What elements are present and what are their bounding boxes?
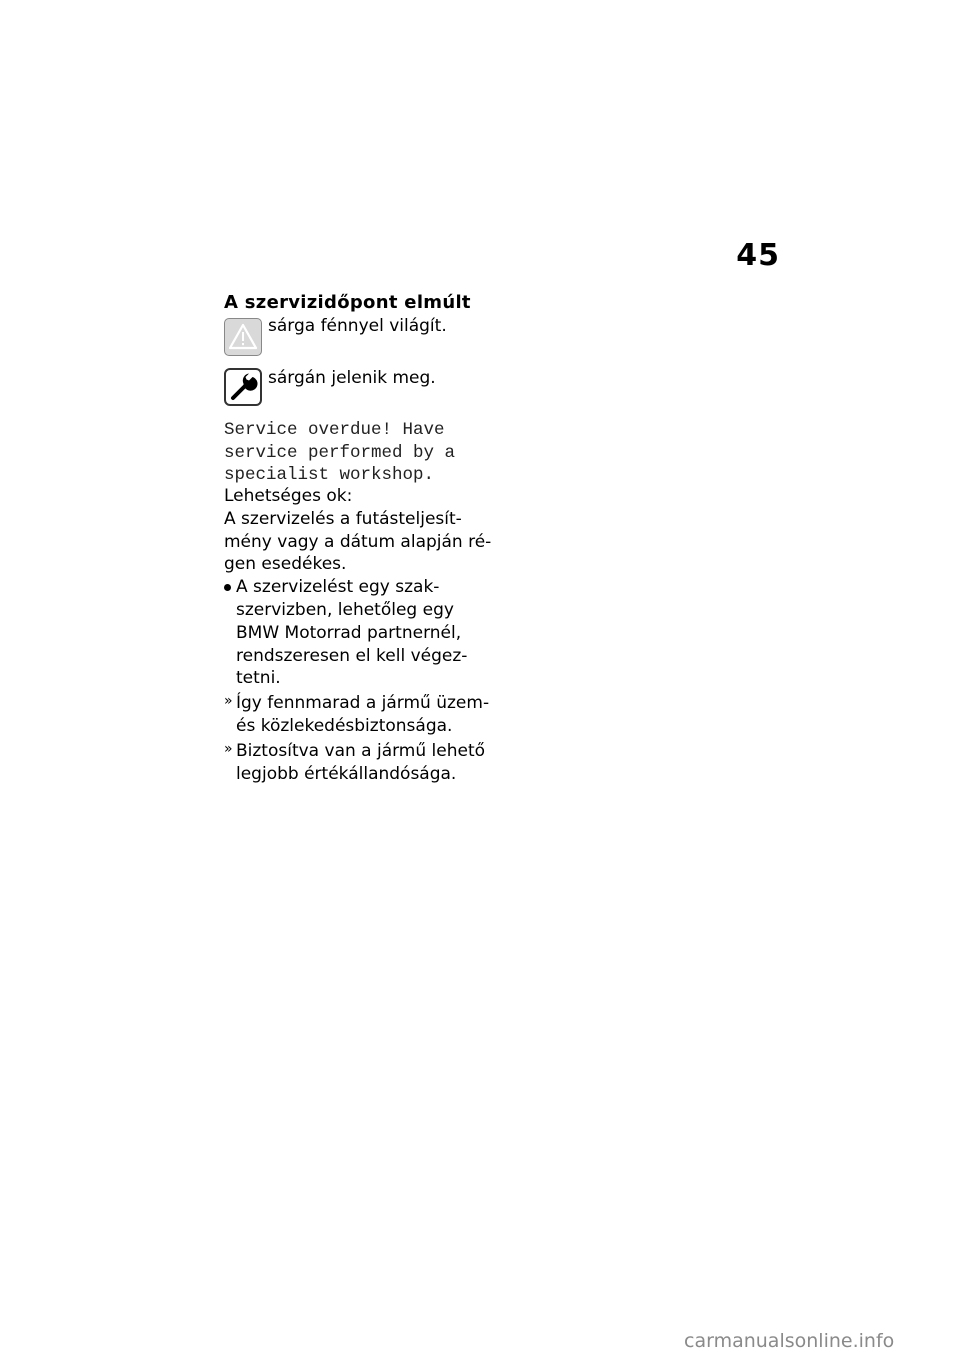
result-line: és közlekedésbiztonsága. — [236, 715, 453, 736]
action-line: szervizben, lehetőleg egy — [236, 599, 454, 620]
footer-watermark: carmanualsonline.info — [684, 1330, 895, 1352]
warning-indicator-text: sárga fénnyel világít. — [268, 316, 447, 336]
result-item — [224, 692, 494, 738]
action-bullet — [224, 576, 494, 690]
result-line: legjobb értékállandósága. — [236, 763, 457, 784]
wrench-indicator-text: sárgán jelenik meg. — [268, 368, 436, 388]
action-line: tetni. — [236, 668, 281, 689]
body-text — [224, 485, 494, 785]
result-line: Biztosítva van a jármű lehető — [236, 740, 486, 761]
page-number: 45 — [736, 238, 780, 273]
cause-line: mény vagy a dátum alapján ré- — [224, 531, 492, 552]
display-message-line: specialist workshop. — [224, 465, 435, 485]
action-line: A szervizelést egy szak- — [236, 577, 440, 598]
result-arrow-icon: » — [224, 693, 233, 710]
section-title: A szervizidőpont elmúlt — [224, 292, 471, 313]
result-arrow-icon: » — [224, 740, 233, 757]
warning-triangle-icon — [224, 318, 262, 356]
display-message-line: service performed by a — [224, 442, 456, 463]
display-message-line: Service overdue! Have — [224, 420, 445, 440]
action-line: rendszeresen el kell végez- — [236, 645, 468, 666]
cause-line: gen esedékes. — [224, 554, 347, 575]
action-line: BMW Motorrad partnernél, — [236, 622, 462, 643]
display-message — [224, 419, 494, 487]
result-item — [224, 740, 494, 786]
wrench-icon — [224, 368, 262, 406]
cause-line: A szervizelés a futásteljesít- — [224, 508, 462, 529]
possible-cause-label: Lehetséges ok: — [224, 486, 353, 506]
result-line: Így fennmarad a jármű üzem- — [236, 693, 490, 714]
